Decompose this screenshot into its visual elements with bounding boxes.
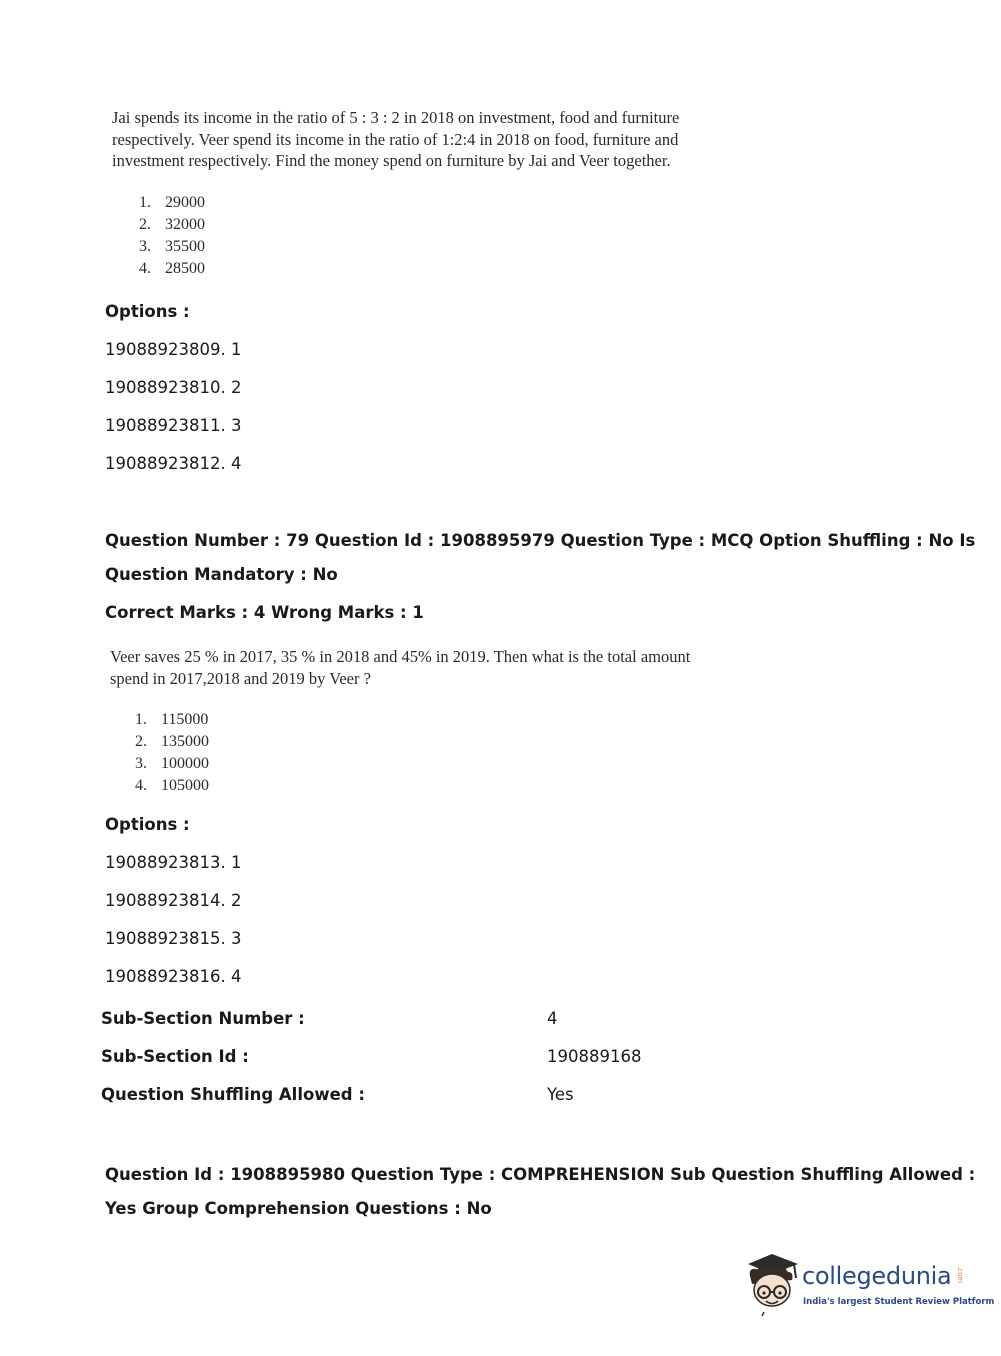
question-78-text (112, 107, 679, 172)
collegedunia-logo[interactable] (742, 1250, 995, 1316)
subsection-id-label: Sub-Section Id : (101, 1047, 249, 1066)
choice-item: 4. 28500 (139, 260, 205, 277)
option-id: 19088923816. 4 (105, 967, 242, 986)
logo-wordmark: collegedunia (802, 1262, 952, 1290)
choice-item: 3. 35500 (139, 238, 205, 255)
option-id: 19088923811. 3 (105, 416, 242, 435)
option-id: 19088923814. 2 (105, 891, 242, 910)
options-label: Options : (105, 302, 190, 321)
question-79-header: Question Number : 79 Question Id : 1908895979 Question Type : MCQ Option Shuffling : No Is (105, 531, 976, 550)
question-79-line: Veer saves 25 % in 2017, 35 % in 2018 and 45% in 2019. Then what is the total amount (110, 647, 691, 666)
question-78-choices (139, 192, 205, 280)
subsection-id-value: 190889168 (547, 1047, 642, 1066)
question-79-choices (135, 709, 209, 797)
question-78-line: Jai spends its income in the ratio of 5 : 3 : 2 in 2018 on investment, food and furniture (112, 108, 680, 127)
question-shuffling-label: Question Shuffling Allowed : (101, 1085, 365, 1104)
choice-item: 4. 105000 (135, 777, 209, 794)
option-id: 19088923809. 1 (105, 340, 242, 359)
question-shuffling-value: Yes (547, 1085, 574, 1104)
logo-dotcom: .com (956, 1266, 964, 1284)
option-id: 19088923810. 2 (105, 378, 242, 397)
choice-item: 2. 135000 (135, 733, 209, 750)
choice-item: 2. 32000 (139, 216, 205, 233)
logo-tagline: India's largest Student Review Platform (803, 1297, 995, 1307)
comprehension-group: Yes Group Comprehension Questions : No (105, 1199, 492, 1218)
choice-item: 3. 100000 (135, 755, 209, 772)
option-id: 19088923813. 1 (105, 853, 242, 872)
choice-item: 1. 29000 (139, 194, 205, 211)
mascot-icon (742, 1250, 802, 1316)
question-79-mandatory: Question Mandatory : No (105, 565, 338, 584)
question-78-line: investment respectively. Find the money spend on furniture by Jai and Veer together. (112, 151, 671, 170)
options-label: Options : (105, 815, 190, 834)
question-79-marks: Correct Marks : 4 Wrong Marks : 1 (105, 603, 424, 622)
subsection-number-value: 4 (547, 1009, 558, 1028)
comprehension-header: Question Id : 1908895980 Question Type : COMPREHENSION Sub Question Shuffling Allowed : (105, 1165, 976, 1184)
question-79-line: spend in 2017,2018 and 2019 by Veer ? (110, 668, 371, 688)
option-id: 19088923815. 3 (105, 929, 242, 948)
question-78-line: respectively. Veer spend its income in the ratio of 1:2:4 in 2018 on food, furniture and (112, 129, 679, 149)
choice-item: 1. 115000 (135, 711, 209, 728)
question-79-text (110, 646, 690, 689)
subsection-number-label: Sub-Section Number : (101, 1009, 305, 1028)
option-id: 19088923812. 4 (105, 454, 242, 473)
